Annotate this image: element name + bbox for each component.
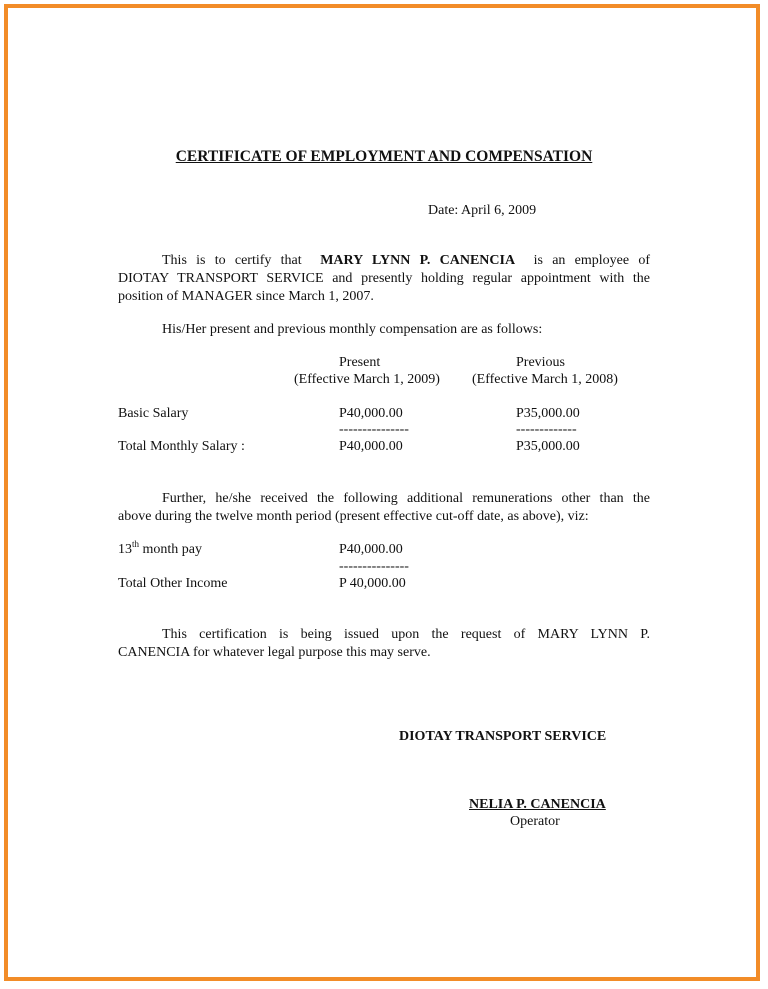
further-line-2: above during the twelve month period (present effective cut-off date, as above), viz:: [118, 509, 589, 524]
previous-header: Previous: [516, 355, 565, 370]
signatory-position: Operator: [510, 814, 560, 829]
intro-line-3: position of MANAGER since March 1, 2007.: [118, 289, 374, 304]
basic-salary-present: P40,000.00: [339, 406, 403, 421]
company-name: DIOTAY TRANSPORT SERVICE: [399, 729, 607, 744]
thirteenth-num: 13: [118, 542, 132, 557]
present-effective: (Effective March 1, 2009): [294, 372, 440, 387]
total-other-income-value: P 40,000.00: [339, 576, 406, 591]
present-header: Present: [339, 355, 381, 370]
previous-effective: (Effective March 1, 2008): [472, 372, 618, 387]
intro-text-post: is an employee of: [533, 253, 651, 268]
intro-text-pre: This is to certify that: [162, 253, 302, 268]
basic-salary-previous: P35,000.00: [516, 406, 580, 421]
basic-salary-label: Basic Salary: [118, 406, 189, 421]
thirteenth-month-label: [118, 541, 202, 559]
signatory-name: NELIA P. CANENCIA: [469, 797, 606, 812]
intro-paragraph: [118, 252, 650, 306]
document-title: CERTIFICATE OF EMPLOYMENT AND COMPENSATION: [175, 148, 593, 165]
employee-name: MARY LYNN P. CANENCIA: [320, 253, 516, 268]
intro-line-1: [118, 252, 650, 270]
other-income-separator: ---------------: [339, 559, 409, 574]
further-paragraph: [118, 490, 650, 526]
further-line-1: Further, he/she received the following additional remunerations other than the: [162, 491, 650, 506]
closing-paragraph: [118, 626, 650, 662]
closing-line-1: This certification is being issued upon the request of MARY LYNN P.: [162, 627, 650, 642]
date-line: Date: April 6, 2009: [428, 203, 537, 218]
total-monthly-label: Total Monthly Salary :: [118, 439, 245, 454]
thirteenth-sup: th: [132, 539, 140, 549]
total-other-income-label: Total Other Income: [118, 576, 228, 591]
total-monthly-previous: P35,000.00: [516, 439, 580, 454]
compensation-intro: His/Her present and previous monthly compensation are as follows:: [162, 322, 543, 337]
present-separator: ---------------: [339, 422, 409, 437]
total-monthly-present: P40,000.00: [339, 439, 403, 454]
thirteenth-rest: month pay: [139, 542, 203, 557]
intro-line-2: DIOTAY TRANSPORT SERVICE and presently holding regular appointment with the: [118, 271, 650, 286]
previous-separator: -------------: [516, 422, 577, 437]
thirteenth-month-value: P40,000.00: [339, 542, 403, 557]
closing-line-2: CANENCIA for whatever legal purpose this may serve.: [118, 645, 431, 660]
